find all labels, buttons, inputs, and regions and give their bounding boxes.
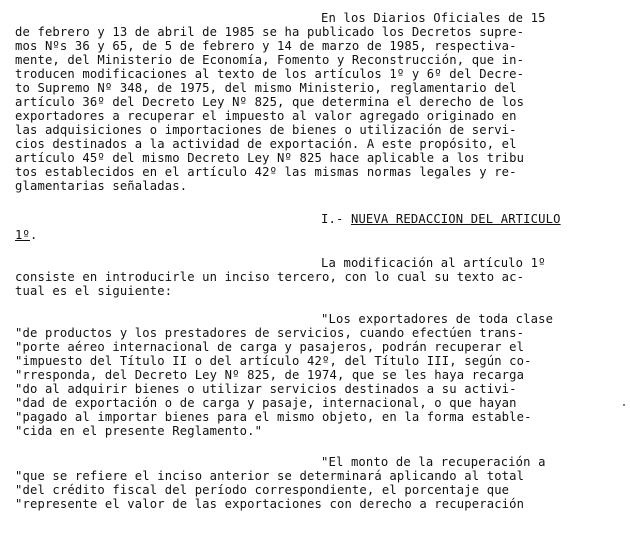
quote-line: "cida en el presente Reglamento." xyxy=(15,424,263,438)
quote-line: "Los exportadores de toda clase xyxy=(321,312,554,326)
paragraph-line: cios destinados a la actividad de exportación. A este propósito, el xyxy=(15,137,517,151)
paragraph-line: artículo 36º del Decreto Ley Nº 825, que determina el derecho de los xyxy=(15,95,525,109)
paragraph-line: las adquisiciones o importaciones de bienes o utilización de servi- xyxy=(15,123,517,137)
section-heading xyxy=(321,213,561,226)
quote-line: "impuesto del Título II o del artículo 42º, del Título III, según co- xyxy=(15,354,532,368)
quote-line: "de productos y los prestadores de servicios, cuando efectúen trans- xyxy=(15,326,525,340)
paragraph-line: La modificación al artículo 1º xyxy=(321,256,546,270)
quote-line: "porte aéreo internacional de carga y pasajeros, podrán recuperar el xyxy=(15,340,525,354)
heading-number: I.- xyxy=(321,212,351,226)
quote-line: "do al adquirir bienes o utilizar servicios destinados a su activi- xyxy=(15,382,517,396)
quote-line: "rresponda, del Decreto Ley Nº 825, de 1974, que se les haya recarga xyxy=(15,368,525,382)
quote-line: "pagado al importar bienes para el mismo objeto, en la forma estable- xyxy=(15,410,532,424)
paragraph-line: glamentarias señaladas. xyxy=(15,179,188,193)
scan-speck xyxy=(623,404,625,406)
heading-title: NUEVA REDACCION DEL ARTICULO xyxy=(350,212,561,226)
paragraph-line: tual es el siguiente: xyxy=(15,284,173,298)
paragraph-line: consiste en introducirle un inciso tercero, con lo cual su texto ac- xyxy=(15,270,525,284)
paragraph-line: troducen modificaciones al texto de los artículos 1º y 6º del Decre- xyxy=(15,67,525,81)
paragraph-line: En los Diarios Oficiales de 15 xyxy=(321,11,546,25)
quote-line: "del crédito fiscal del período correspondiente, el porcentaje que xyxy=(15,483,510,497)
paragraph-line: to Supremo Nº 348, de 1975, del mismo Ministerio, reglamentario del xyxy=(15,81,517,95)
paragraph-line: mos Nºs 36 y 65, de 5 de febrero y 14 de marzo de 1985, respectiva- xyxy=(15,39,517,53)
quote-line: "El monto de la recuperación a xyxy=(321,455,546,469)
quote-line: "represente el valor de las exportaciones con derecho a recuperación xyxy=(15,497,525,511)
section-heading-continuation xyxy=(15,229,37,242)
paragraph-line: mente, del Ministerio de Economía, Fomento y Reconstrucción, que in- xyxy=(15,53,525,67)
paragraph-line: de febrero y 13 de abril de 1985 se ha publicado los Decretos supre- xyxy=(15,25,525,39)
quote-line: "dad de exportación o de carga y pasaje, internacional, o que hayan xyxy=(15,396,517,410)
paragraph-line: artículo 45º del mismo Decreto Ley Nº 825 hace aplicable a los tribu xyxy=(15,151,525,165)
paragraph-line: exportadores a recuperar el impuesto al valor agregado originado en xyxy=(15,109,517,123)
quote-line: "que se refiere el inciso anterior se determinará aplicando al total xyxy=(15,469,525,483)
heading-article-number: 1º xyxy=(15,228,30,242)
heading-period: . xyxy=(29,228,38,242)
paragraph-line: tos establecidos en el artículo 42º las mismas normas legales y re- xyxy=(15,165,517,179)
